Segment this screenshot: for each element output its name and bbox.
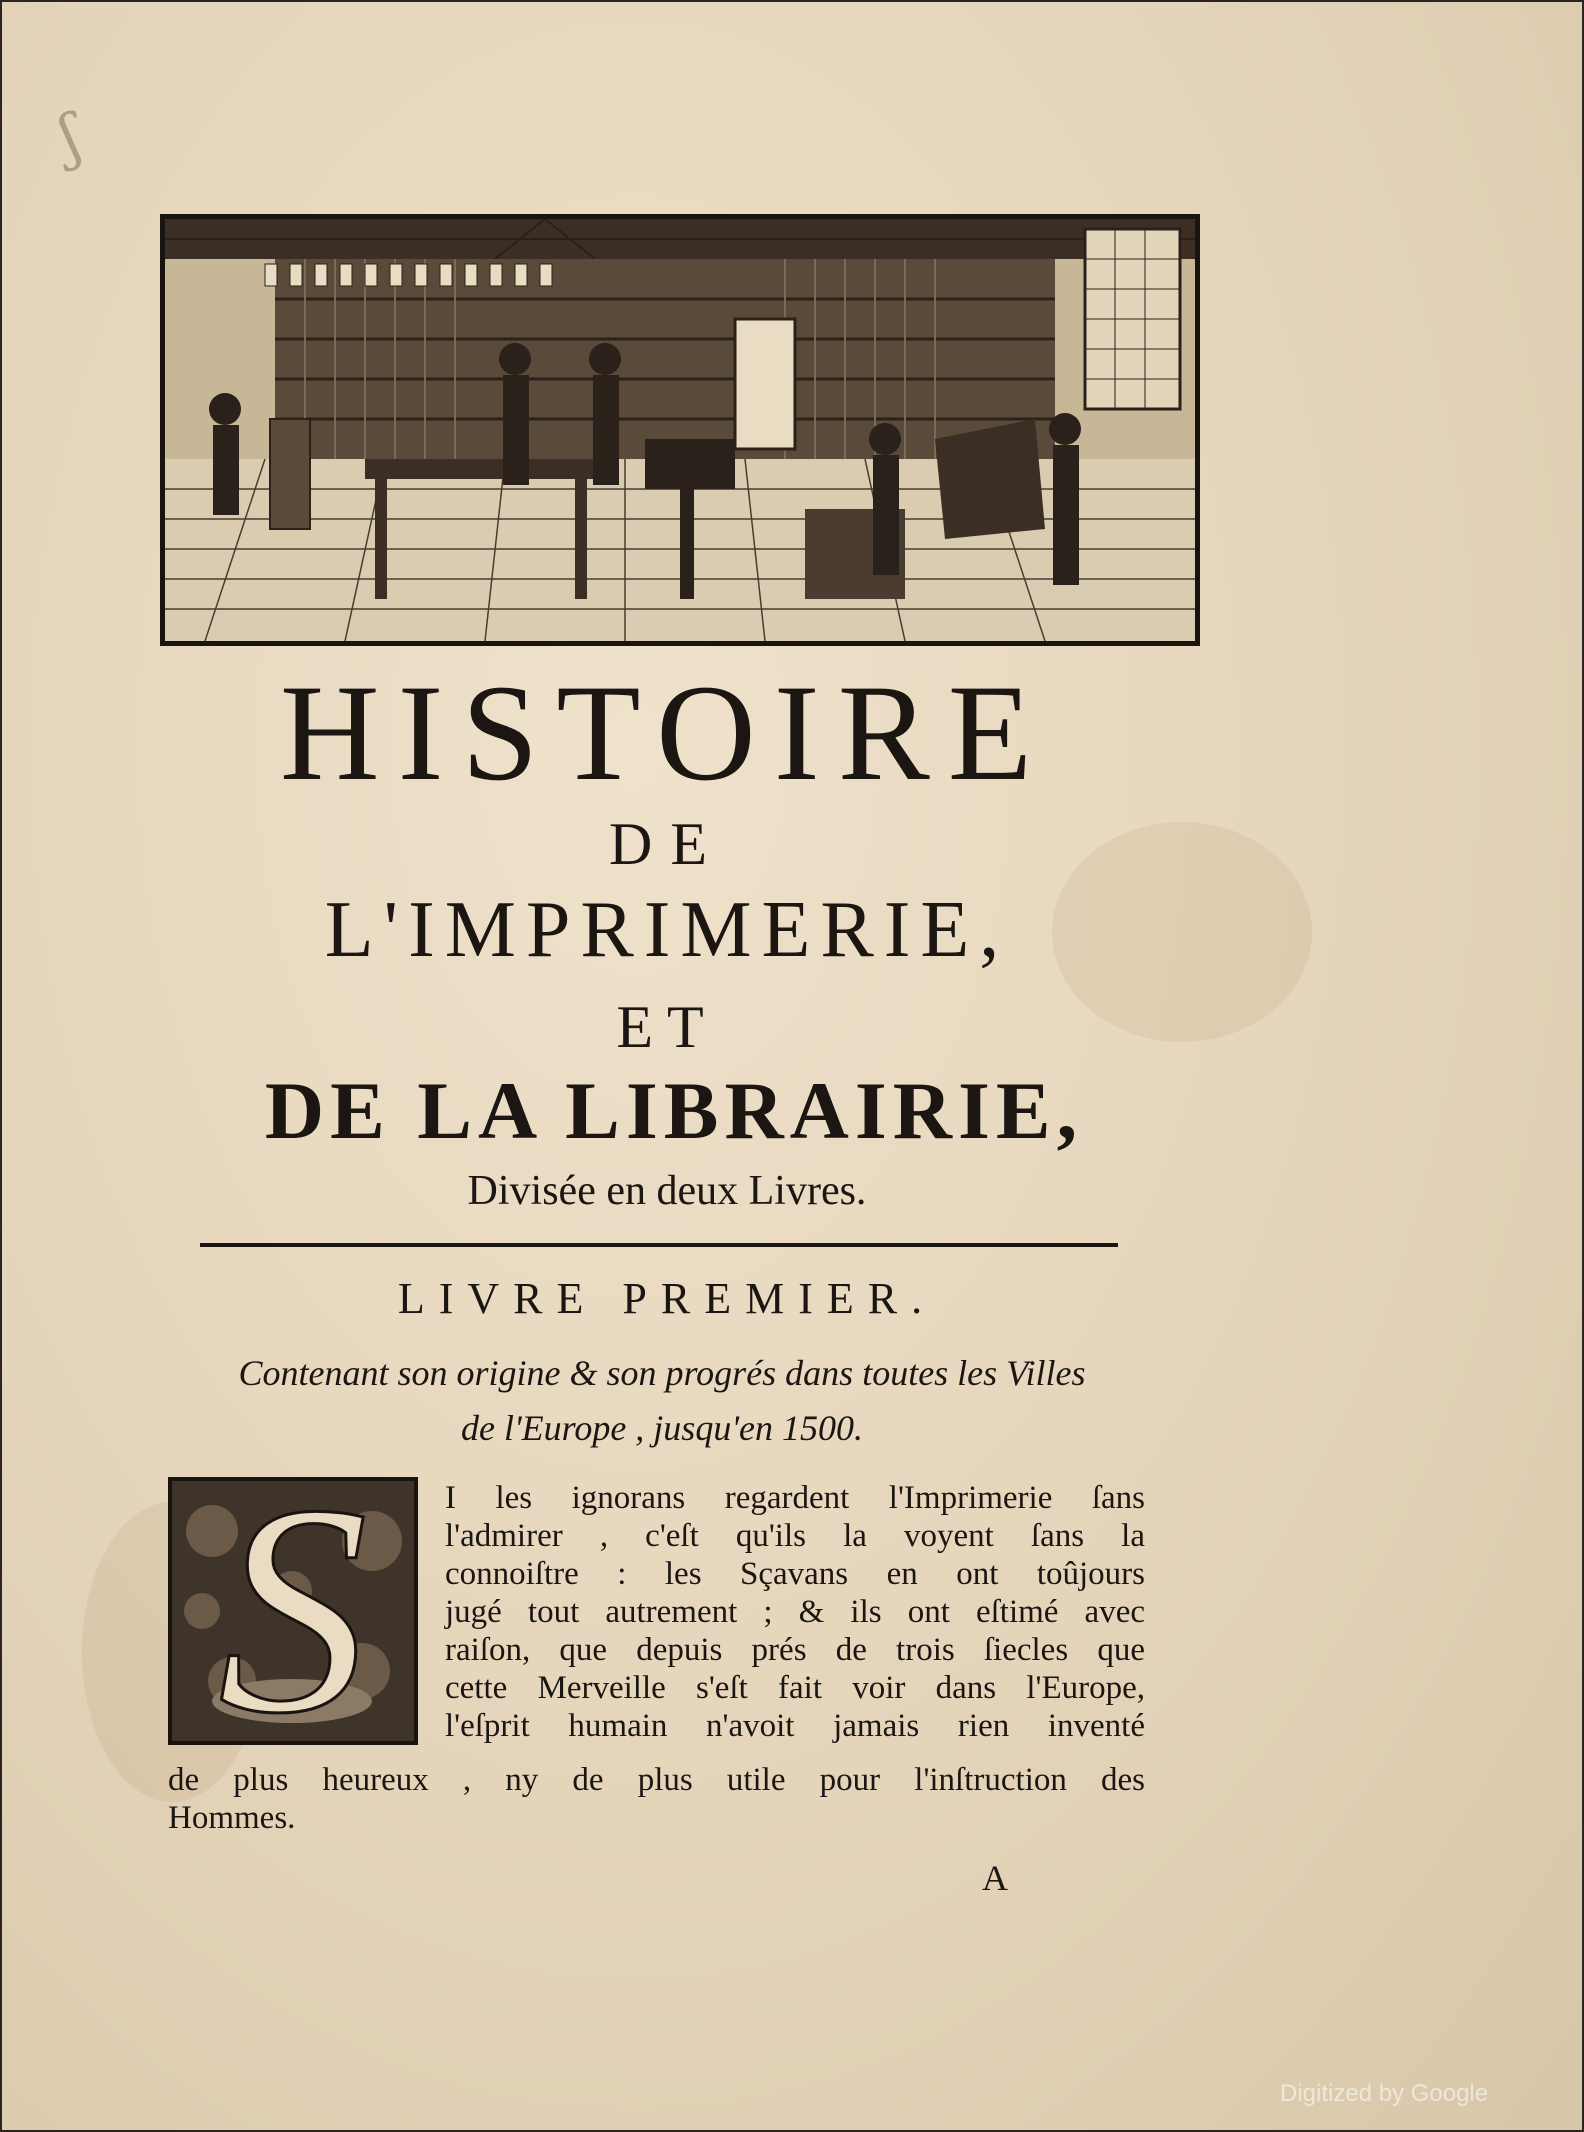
- title-imprimerie: L'IMPRIMERIE,: [324, 886, 1010, 974]
- signature-mark: A: [982, 1858, 1008, 1898]
- book-description-line-1: Contenant son origine & son progrés dans toutes les Villes: [238, 1353, 1086, 1393]
- paragraph-line: de plus heureux , ny de plus utile pour l'inſtruction des: [168, 1762, 1145, 1798]
- title-histoire: HISTOIRE: [279, 656, 1051, 809]
- paragraph-line: I les ignorans regardent l'Imprimerie ſans: [445, 1480, 1145, 1516]
- printing-shop-engraving: [160, 214, 1200, 646]
- paragraph-line: l'admirer , c'eſt qu'ils la voyent ſans la: [445, 1518, 1145, 1554]
- digitization-watermark: Digitized by Google: [1280, 2080, 1489, 2107]
- book-heading: LIVRE PREMIER.: [397, 1274, 937, 1323]
- paragraph-line: l'eſprit humain n'avoit jamais rien inventé: [445, 1708, 1145, 1744]
- book-description-line-2: de l'Europe , jusqu'en 1500.: [460, 1408, 863, 1448]
- title-librairie: DE LA LIBRAIRIE,: [264, 1065, 1084, 1156]
- drop-cap: [168, 1477, 418, 1745]
- subtitle: Divisée en deux Livres.: [467, 1168, 867, 1214]
- paragraph-line: cette Merveille s'eſt fait voir dans l'Europe,: [445, 1670, 1145, 1706]
- paragraph-line: jugé tout autrement ; & ils ont eſtimé avec: [445, 1594, 1145, 1630]
- paragraph-line: raiſon, que depuis prés de trois ſiecles que: [445, 1632, 1145, 1668]
- drop-cap-letter: S: [218, 1477, 368, 1745]
- title-et: ET: [616, 994, 718, 1060]
- paragraph-line: Hommes.: [168, 1800, 296, 1836]
- margin-pencil-mark: ʃ: [53, 101, 88, 173]
- horizontal-rule: [200, 1243, 1118, 1247]
- title-de: DE: [609, 811, 725, 877]
- engraving-illustration: [165, 219, 1195, 641]
- paragraph-line: connoiſtre : les Sçavans en ont toûjours: [445, 1556, 1145, 1592]
